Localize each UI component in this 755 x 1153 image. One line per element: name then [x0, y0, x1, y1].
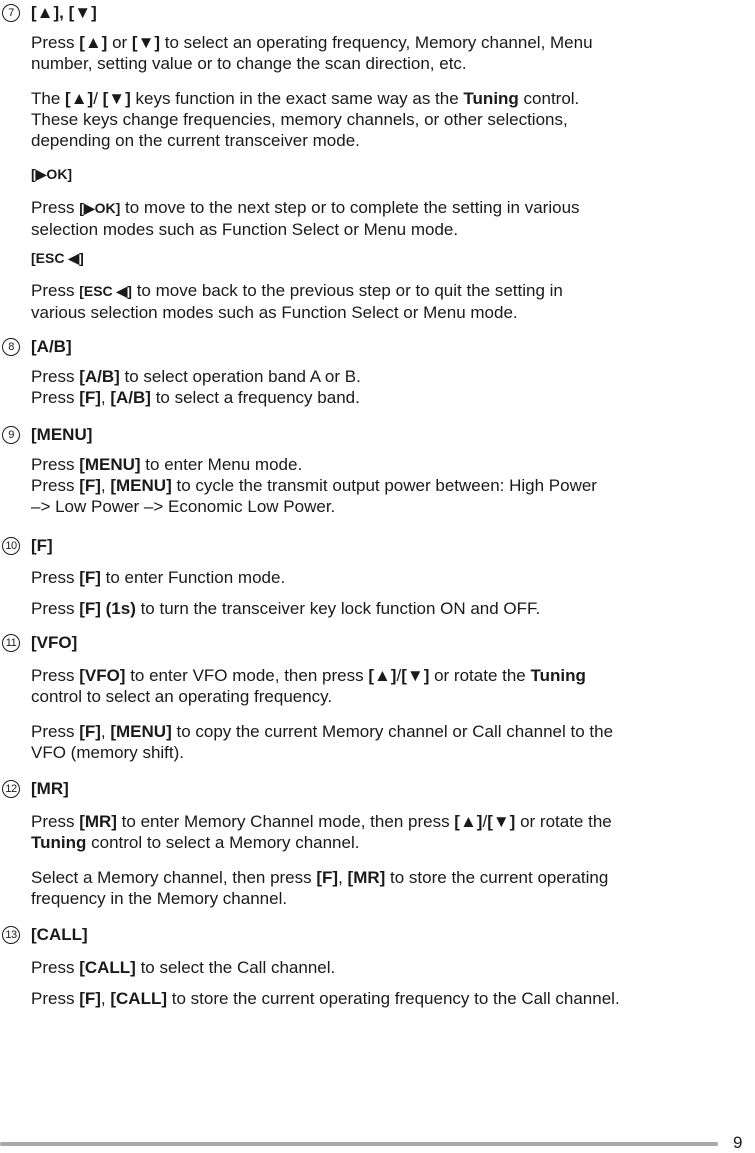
- text-line: Select a Memory channel, then press [F], [MR] to store the current operating: [31, 868, 609, 887]
- paragraph: [31, 665, 753, 707]
- paragraph: [31, 988, 753, 1009]
- item-number-marker: 11: [2, 634, 20, 652]
- paragraph: [31, 366, 753, 408]
- text-line: number, setting value or to change the scan direction, etc.: [31, 54, 467, 73]
- text-line: Press [F], [CALL] to store the current operating frequency to the Call channel.: [31, 989, 620, 1008]
- item-number-marker: 12: [2, 780, 20, 798]
- item-number-marker: 7: [2, 4, 20, 22]
- paragraph: [31, 957, 753, 978]
- text-line: various selection modes such as Function Select or Menu mode.: [31, 303, 518, 322]
- text-line: Press [MR] to enter Memory Channel mode, then press [▲]/[▼] or rotate the: [31, 812, 612, 831]
- text-line: Tuning control to select a Memory channel.: [31, 833, 360, 852]
- esc-key-subheading: [ESC ◀]: [31, 250, 84, 266]
- text-line: Press [F], [A/B] to select a frequency band.: [31, 388, 360, 407]
- text-line: Press [F], [MENU] to cycle the transmit output power between: High Power: [31, 476, 597, 495]
- paragraph: [31, 867, 753, 909]
- paragraph: [31, 567, 753, 588]
- text-line: Press [A/B] to select operation band A or B.: [31, 367, 361, 386]
- text-line: Press [MENU] to enter Menu mode.: [31, 455, 303, 474]
- ok-key-subheading: [▶OK]: [31, 166, 73, 182]
- text-line: selection modes such as Function Select or Menu mode.: [31, 220, 459, 239]
- page-number: 9: [733, 1133, 743, 1152]
- text-line: Press [▲] or [▼] to select an operating frequency, Memory channel, Menu: [31, 33, 593, 52]
- text-line: Press [F] (1s) to turn the transceiver key lock function ON and OFF.: [31, 599, 541, 618]
- text-line: Press [▶OK] to move to the next step or to complete the setting in various: [31, 198, 580, 217]
- text-line: These keys change frequencies, memory channels, or other selections,: [31, 110, 568, 129]
- text-line: frequency in the Memory channel.: [31, 889, 288, 908]
- text-line: depending on the current transceiver mode.: [31, 131, 360, 150]
- text-line: –> Low Power –> Economic Low Power.: [31, 497, 336, 516]
- item-number-marker: 13: [2, 926, 20, 944]
- text-line: Press [CALL] to select the Call channel.: [31, 958, 336, 977]
- text-line: Press [ESC ◀] to move back to the previous step or to quit the setting in: [31, 281, 563, 300]
- section-heading: [MR]: [31, 779, 69, 798]
- paragraph: [31, 598, 753, 619]
- paragraph: [31, 454, 753, 517]
- text-line: Press [F] to enter Function mode.: [31, 568, 286, 587]
- section-heading: [▲], [▼]: [31, 3, 97, 22]
- footer-rule: [0, 1142, 718, 1146]
- text-line: The [▲]/ [▼] keys function in the exact same way as the Tuning control.: [31, 89, 580, 108]
- paragraph: [31, 811, 753, 853]
- section-heading: [F]: [31, 536, 53, 555]
- text-line: VFO (memory shift).: [31, 743, 185, 762]
- item-number-marker: 8: [2, 338, 20, 356]
- section-heading: [MENU]: [31, 425, 93, 444]
- paragraph: [31, 280, 753, 323]
- text-line: Press [F], [MENU] to copy the current Memory channel or Call channel to the: [31, 722, 614, 741]
- paragraph: [31, 721, 753, 763]
- paragraph: [31, 197, 753, 240]
- item-number-marker: 10: [2, 537, 20, 555]
- paragraph: [31, 32, 753, 74]
- section-heading: [VFO]: [31, 633, 78, 652]
- paragraph: [31, 88, 753, 151]
- text-line: control to select an operating frequency.: [31, 687, 333, 706]
- item-number-marker: 9: [2, 426, 20, 444]
- text-line: Press [VFO] to enter VFO mode, then press [▲]/[▼] or rotate the Tuning: [31, 666, 586, 685]
- section-heading: [A/B]: [31, 337, 72, 356]
- section-heading: [CALL]: [31, 925, 88, 944]
